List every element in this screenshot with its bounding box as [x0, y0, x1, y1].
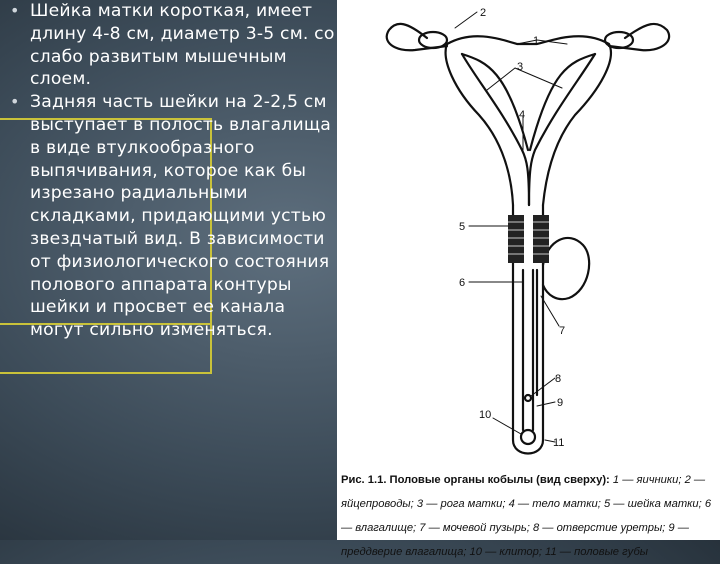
right-oviduct: [609, 24, 669, 50]
bladder: [543, 238, 589, 299]
clitoris: [521, 430, 535, 444]
bullet-item: [10, 0, 340, 91]
figure-caption: [341, 468, 718, 564]
label-1: 1: [533, 35, 540, 47]
bullet-text: Задняя часть шейки на 2-2,5 см выступает в полость влагалища в виде втулкообразного выпячивания, которое как бы изрезано радиальными складками, придающими устью звездчатый вид. В зависимости от физиологического состояния полового аппарата контуры шейки и просвет ее канала могут сильно изменяться.: [30, 92, 331, 341]
label-10: 10: [479, 409, 492, 421]
label-6: 6: [459, 277, 466, 289]
urethra-opening: [525, 395, 531, 401]
anatomy-figure: [337, 0, 720, 558]
label-7: 7: [559, 325, 566, 337]
anatomy-diagram: [337, 0, 720, 468]
label-4: 4: [519, 109, 526, 121]
label-3: 3: [517, 61, 524, 73]
label-5: 5: [459, 221, 466, 233]
bullet-text: Шейка матки короткая, имеет длину 4-8 см, диаметр 3-5 см. со слабо развитым мышечным слоем.: [30, 1, 335, 90]
label-2: 2: [480, 7, 487, 19]
label-9: 9: [557, 397, 564, 409]
left-oviduct: [387, 24, 447, 50]
bullet-dot: •: [10, 1, 20, 20]
label-8: 8: [555, 373, 562, 385]
caption-title: Рис. 1.1. Половые органы кобылы (вид сверху):: [341, 474, 610, 486]
bullet-list: [10, 0, 340, 342]
left-ovary: [419, 32, 447, 48]
bullet-dot: •: [10, 92, 20, 112]
label-11: 11: [553, 437, 565, 449]
bullet-item: [10, 91, 340, 342]
caption-text: 1 — яичники; 2 — яйцепроводы; 3 — рога матки; 4 — тело матки; 5 — шейка матки; 6 — влагалище; 7 — мочевой пузырь; 8 — отверстие уретры; 9 — преддверие влагалища; 10 — клитор; 11 — половые губы: [341, 474, 712, 558]
uterine-horn-inner: [462, 54, 529, 205]
